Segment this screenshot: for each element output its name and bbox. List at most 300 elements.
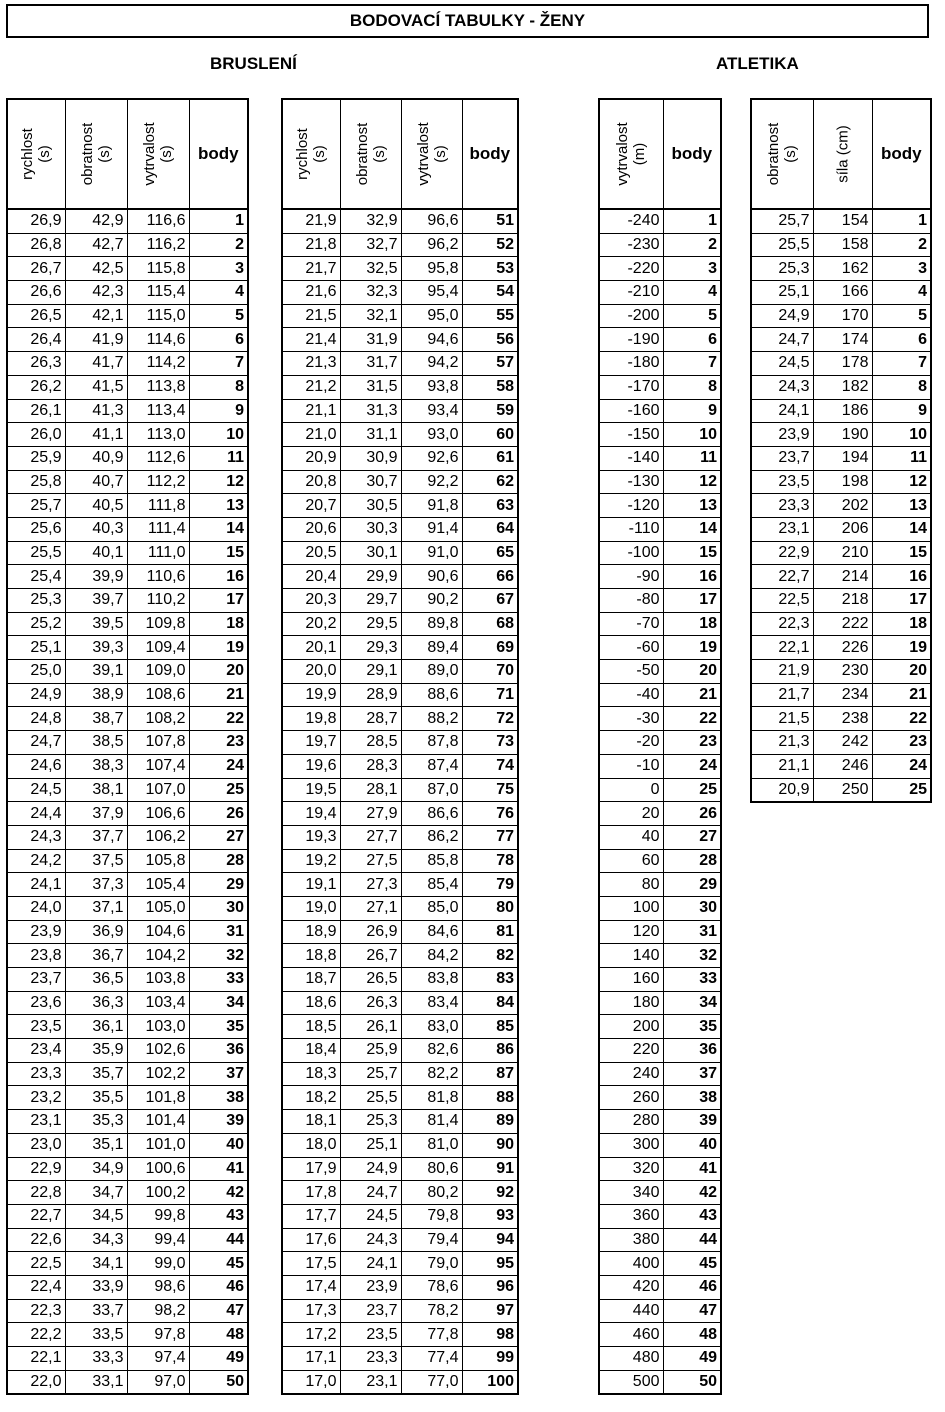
table-row: [282, 446, 518, 470]
column-header-label: [294, 128, 328, 180]
value-cell: 82,2: [401, 1062, 462, 1086]
points-cell: 42: [189, 1181, 248, 1205]
points-cell: 9: [189, 399, 248, 423]
points-cell: 30: [189, 896, 248, 920]
value-cell: 23,1: [340, 1370, 401, 1394]
table-row: [751, 375, 931, 399]
table-row: [7, 233, 248, 257]
points-cell: 64: [462, 517, 518, 541]
table-row: [751, 470, 931, 494]
table-row: [599, 612, 721, 636]
value-cell: 115,8: [127, 257, 189, 281]
table-row: [599, 1370, 721, 1394]
value-cell: 23,6: [7, 991, 65, 1015]
points-cell: 13: [189, 494, 248, 518]
value-cell: 170: [813, 304, 872, 328]
value-cell: 140: [599, 944, 663, 968]
value-cell: 39,3: [65, 636, 127, 660]
points-cell: 42: [663, 1181, 721, 1205]
value-cell: 24,3: [7, 825, 65, 849]
table-row: [282, 233, 518, 257]
points-cell: 34: [189, 991, 248, 1015]
value-cell: 23,3: [751, 494, 813, 518]
value-cell: 37,9: [65, 802, 127, 826]
points-cell: 4: [663, 281, 721, 305]
value-cell: 33,7: [65, 1299, 127, 1323]
value-cell: 21,2: [282, 375, 340, 399]
points-cell: 22: [872, 707, 931, 731]
value-cell: 23,9: [751, 423, 813, 447]
table-row: [751, 517, 931, 541]
value-cell: 178: [813, 352, 872, 376]
table-row: [751, 399, 931, 423]
points-cell: 9: [872, 399, 931, 423]
value-cell: 21,8: [282, 233, 340, 257]
value-cell: 39,5: [65, 612, 127, 636]
value-cell: 21,3: [751, 731, 813, 755]
table-row: [7, 754, 248, 778]
points-cell: 49: [663, 1347, 721, 1371]
column-header: [813, 99, 872, 209]
points-cell: 70: [462, 660, 518, 684]
points-cell: 50: [663, 1370, 721, 1394]
value-cell: 21,5: [282, 304, 340, 328]
table-row: [7, 660, 248, 684]
value-cell: 21,1: [751, 754, 813, 778]
value-cell: 36,7: [65, 944, 127, 968]
value-cell: 35,3: [65, 1110, 127, 1134]
value-cell: 210: [813, 541, 872, 565]
value-cell: 24,5: [7, 778, 65, 802]
value-cell: 26,1: [340, 1015, 401, 1039]
table-row: [599, 1157, 721, 1181]
points-cell: 59: [462, 399, 518, 423]
table-row: [751, 778, 931, 802]
table-row: [751, 209, 931, 233]
column-header-points: body: [462, 99, 518, 209]
value-cell: 107,8: [127, 731, 189, 755]
value-cell: 40,5: [65, 494, 127, 518]
table-row: [599, 399, 721, 423]
value-cell: 26,9: [7, 209, 65, 233]
table-row: [599, 873, 721, 897]
value-cell: 24,0: [7, 896, 65, 920]
points-cell: 5: [872, 304, 931, 328]
value-cell: -110: [599, 517, 663, 541]
table-row: [7, 399, 248, 423]
table-row: [599, 328, 721, 352]
section-athletics: ATLETIKA: [716, 54, 799, 73]
points-cell: 6: [872, 328, 931, 352]
points-cell: 74: [462, 754, 518, 778]
value-cell: 24,8: [7, 707, 65, 731]
points-cell: 26: [189, 802, 248, 826]
table-row: [282, 1039, 518, 1063]
value-cell: 20,0: [282, 660, 340, 684]
points-cell: 61: [462, 446, 518, 470]
value-cell: 38,7: [65, 707, 127, 731]
table-row: [599, 802, 721, 826]
section-skating: BRUSLENÍ: [210, 54, 297, 73]
table-row: [599, 1062, 721, 1086]
points-cell: 14: [663, 517, 721, 541]
table-row: [7, 328, 248, 352]
value-cell: 28,1: [340, 778, 401, 802]
table-row: [7, 1252, 248, 1276]
value-cell: 30,1: [340, 541, 401, 565]
points-cell: 2: [663, 233, 721, 257]
column-header-unit: (s): [782, 145, 800, 163]
value-cell: 25,1: [751, 281, 813, 305]
value-cell: 0: [599, 778, 663, 802]
table-row: [7, 1323, 248, 1347]
value-cell: 23,9: [7, 920, 65, 944]
value-cell: 26,3: [340, 991, 401, 1015]
value-cell: 100,6: [127, 1157, 189, 1181]
points-cell: 13: [663, 494, 721, 518]
table-row: [599, 707, 721, 731]
value-cell: 104,6: [127, 920, 189, 944]
table-row: [7, 873, 248, 897]
value-cell: 106,2: [127, 825, 189, 849]
value-cell: 84,6: [401, 920, 462, 944]
value-cell: 420: [599, 1275, 663, 1299]
points-cell: 84: [462, 991, 518, 1015]
table-row: [7, 1228, 248, 1252]
points-cell: 50: [189, 1370, 248, 1394]
value-cell: 103,4: [127, 991, 189, 1015]
value-cell: 78,6: [401, 1275, 462, 1299]
table-row: [7, 304, 248, 328]
athletics-endurance-table: [598, 98, 722, 1395]
value-cell: 180: [599, 991, 663, 1015]
table-row: [599, 541, 721, 565]
points-cell: 62: [462, 470, 518, 494]
value-cell: 24,3: [751, 375, 813, 399]
value-cell: 22,2: [7, 1323, 65, 1347]
table-row: [599, 636, 721, 660]
points-cell: 19: [872, 636, 931, 660]
value-cell: 90,6: [401, 565, 462, 589]
value-cell: 36,3: [65, 991, 127, 1015]
points-cell: 7: [663, 352, 721, 376]
points-cell: 56: [462, 328, 518, 352]
table-row: [599, 1275, 721, 1299]
table-row: [599, 375, 721, 399]
value-cell: 31,9: [340, 328, 401, 352]
table-row: [282, 1228, 518, 1252]
points-cell: 43: [663, 1204, 721, 1228]
points-cell: 57: [462, 352, 518, 376]
value-cell: -30: [599, 707, 663, 731]
value-cell: 34,5: [65, 1204, 127, 1228]
value-cell: 78,2: [401, 1299, 462, 1323]
points-cell: 38: [663, 1086, 721, 1110]
value-cell: 25,4: [7, 565, 65, 589]
points-cell: 5: [663, 304, 721, 328]
points-cell: 35: [189, 1015, 248, 1039]
points-cell: 47: [663, 1299, 721, 1323]
value-cell: 27,7: [340, 825, 401, 849]
value-cell: 38,5: [65, 731, 127, 755]
value-cell: 18,7: [282, 968, 340, 992]
table-row: [282, 565, 518, 589]
points-cell: 96: [462, 1275, 518, 1299]
table-row: [7, 944, 248, 968]
table-row: [599, 920, 721, 944]
points-cell: 14: [189, 517, 248, 541]
table-row: [7, 896, 248, 920]
value-cell: 111,8: [127, 494, 189, 518]
value-cell: 113,4: [127, 399, 189, 423]
points-cell: 60: [462, 423, 518, 447]
value-cell: 21,7: [282, 257, 340, 281]
table-row: [599, 233, 721, 257]
value-cell: 21,6: [282, 281, 340, 305]
table-row: [282, 517, 518, 541]
value-cell: 33,9: [65, 1275, 127, 1299]
value-cell: 116,2: [127, 233, 189, 257]
points-cell: 14: [872, 517, 931, 541]
value-cell: 24,9: [7, 683, 65, 707]
value-cell: 22,5: [751, 589, 813, 613]
table-row: [282, 1299, 518, 1323]
value-cell: 32,7: [340, 233, 401, 257]
value-cell: 84,2: [401, 944, 462, 968]
value-cell: 23,1: [751, 517, 813, 541]
points-cell: 20: [189, 660, 248, 684]
points-cell: 91: [462, 1157, 518, 1181]
value-cell: 24,2: [7, 849, 65, 873]
table-row: [7, 849, 248, 873]
value-cell: 29,9: [340, 565, 401, 589]
value-cell: 26,0: [7, 423, 65, 447]
table-row: [7, 1133, 248, 1157]
value-cell: 27,9: [340, 802, 401, 826]
value-cell: -220: [599, 257, 663, 281]
value-cell: 24,7: [7, 731, 65, 755]
value-cell: 31,3: [340, 399, 401, 423]
value-cell: 107,0: [127, 778, 189, 802]
value-cell: 26,8: [7, 233, 65, 257]
points-cell: 21: [189, 683, 248, 707]
points-cell: 78: [462, 849, 518, 873]
value-cell: -140: [599, 446, 663, 470]
column-header-unit: (s): [311, 145, 329, 163]
athletics-strength-table: [750, 98, 932, 803]
value-cell: 81,4: [401, 1110, 462, 1134]
value-cell: 35,1: [65, 1133, 127, 1157]
value-cell: 94,6: [401, 328, 462, 352]
table-row: [599, 1228, 721, 1252]
value-cell: 18,8: [282, 944, 340, 968]
value-cell: 26,5: [340, 968, 401, 992]
value-cell: 28,3: [340, 754, 401, 778]
table-row: [282, 778, 518, 802]
value-cell: 81,8: [401, 1086, 462, 1110]
value-cell: 30,3: [340, 517, 401, 541]
points-cell: 31: [663, 920, 721, 944]
value-cell: 174: [813, 328, 872, 352]
points-cell: 33: [663, 968, 721, 992]
value-cell: 25,1: [7, 636, 65, 660]
points-cell: 67: [462, 589, 518, 613]
value-cell: 22,1: [7, 1347, 65, 1371]
value-cell: 32,3: [340, 281, 401, 305]
value-cell: 20,1: [282, 636, 340, 660]
points-cell: 88: [462, 1086, 518, 1110]
value-cell: 230: [813, 660, 872, 684]
points-cell: 17: [189, 589, 248, 613]
points-cell: 35: [663, 1015, 721, 1039]
table-row: [751, 352, 931, 376]
table-row: [7, 257, 248, 281]
value-cell: 41,7: [65, 352, 127, 376]
points-cell: 79: [462, 873, 518, 897]
table-row: [282, 1015, 518, 1039]
value-cell: 22,5: [7, 1252, 65, 1276]
value-cell: 19,2: [282, 849, 340, 873]
value-cell: 99,4: [127, 1228, 189, 1252]
value-cell: 112,2: [127, 470, 189, 494]
table-row: [282, 636, 518, 660]
value-cell: 32,1: [340, 304, 401, 328]
value-cell: 20,4: [282, 565, 340, 589]
points-cell: 1: [189, 209, 248, 233]
value-cell: 36,1: [65, 1015, 127, 1039]
value-cell: 100,2: [127, 1181, 189, 1205]
value-cell: 87,8: [401, 731, 462, 755]
table-row: [7, 565, 248, 589]
column-header-label: [415, 122, 449, 185]
value-cell: 27,5: [340, 849, 401, 873]
value-cell: 93,8: [401, 375, 462, 399]
value-cell: 104,2: [127, 944, 189, 968]
value-cell: 103,8: [127, 968, 189, 992]
table-row: [7, 707, 248, 731]
value-cell: 218: [813, 589, 872, 613]
points-cell: 53: [462, 257, 518, 281]
table-row: [282, 1252, 518, 1276]
value-cell: 91,4: [401, 517, 462, 541]
value-cell: 40,1: [65, 541, 127, 565]
value-cell: -90: [599, 565, 663, 589]
value-cell: 21,9: [751, 660, 813, 684]
value-cell: 40,9: [65, 446, 127, 470]
table-row: [7, 1110, 248, 1134]
value-cell: 42,3: [65, 281, 127, 305]
points-cell: 1: [872, 209, 931, 233]
value-cell: 320: [599, 1157, 663, 1181]
value-cell: 39,7: [65, 589, 127, 613]
value-cell: 33,5: [65, 1323, 127, 1347]
value-cell: 25,8: [7, 470, 65, 494]
points-cell: 38: [189, 1086, 248, 1110]
value-cell: 85,4: [401, 873, 462, 897]
points-cell: 80: [462, 896, 518, 920]
value-cell: 88,6: [401, 683, 462, 707]
points-cell: 13: [872, 494, 931, 518]
table-row: [282, 968, 518, 992]
table-row: [599, 446, 721, 470]
value-cell: -100: [599, 541, 663, 565]
value-cell: 18,9: [282, 920, 340, 944]
value-cell: 22,3: [7, 1299, 65, 1323]
value-cell: 162: [813, 257, 872, 281]
column-header-unit: (s): [36, 145, 54, 163]
value-cell: -40: [599, 683, 663, 707]
value-cell: 33,3: [65, 1347, 127, 1371]
value-cell: 77,8: [401, 1323, 462, 1347]
value-cell: 20,5: [282, 541, 340, 565]
column-header-unit: (s): [431, 145, 449, 163]
value-cell: 25,5: [7, 541, 65, 565]
value-cell: 19,1: [282, 873, 340, 897]
table-row: [599, 825, 721, 849]
value-cell: 17,9: [282, 1157, 340, 1181]
points-cell: 11: [189, 446, 248, 470]
value-cell: 26,1: [7, 399, 65, 423]
value-cell: 86,6: [401, 802, 462, 826]
table-row: [599, 991, 721, 1015]
value-cell: 81,0: [401, 1133, 462, 1157]
value-cell: 95,4: [401, 281, 462, 305]
value-cell: 24,7: [751, 328, 813, 352]
points-cell: 8: [663, 375, 721, 399]
points-cell: 16: [872, 565, 931, 589]
value-cell: 101,8: [127, 1086, 189, 1110]
points-cell: 46: [663, 1275, 721, 1299]
table-row: [282, 896, 518, 920]
table-row: [599, 944, 721, 968]
value-cell: 30,9: [340, 446, 401, 470]
value-cell: 100: [599, 896, 663, 920]
value-cell: 25,3: [7, 589, 65, 613]
points-cell: 5: [189, 304, 248, 328]
value-cell: 41,3: [65, 399, 127, 423]
table-row: [7, 209, 248, 233]
points-cell: 92: [462, 1181, 518, 1205]
table-row: [282, 470, 518, 494]
points-cell: 8: [189, 375, 248, 399]
value-cell: 37,1: [65, 896, 127, 920]
value-cell: 24,3: [340, 1228, 401, 1252]
column-header: [65, 99, 127, 209]
table-row: [282, 683, 518, 707]
value-cell: 96,6: [401, 209, 462, 233]
value-cell: 96,2: [401, 233, 462, 257]
points-cell: 24: [663, 754, 721, 778]
table-row: [599, 352, 721, 376]
points-cell: 82: [462, 944, 518, 968]
value-cell: 400: [599, 1252, 663, 1276]
table-row: [7, 1204, 248, 1228]
points-cell: 49: [189, 1347, 248, 1371]
value-cell: -80: [599, 589, 663, 613]
value-cell: 39,9: [65, 565, 127, 589]
points-cell: 11: [663, 446, 721, 470]
value-cell: -190: [599, 328, 663, 352]
value-cell: 206: [813, 517, 872, 541]
value-cell: 83,0: [401, 1015, 462, 1039]
value-cell: 18,5: [282, 1015, 340, 1039]
value-cell: 36,9: [65, 920, 127, 944]
points-cell: 12: [872, 470, 931, 494]
value-cell: 98,6: [127, 1275, 189, 1299]
table-row: [282, 660, 518, 684]
value-cell: 25,9: [7, 446, 65, 470]
value-cell: 97,4: [127, 1347, 189, 1371]
